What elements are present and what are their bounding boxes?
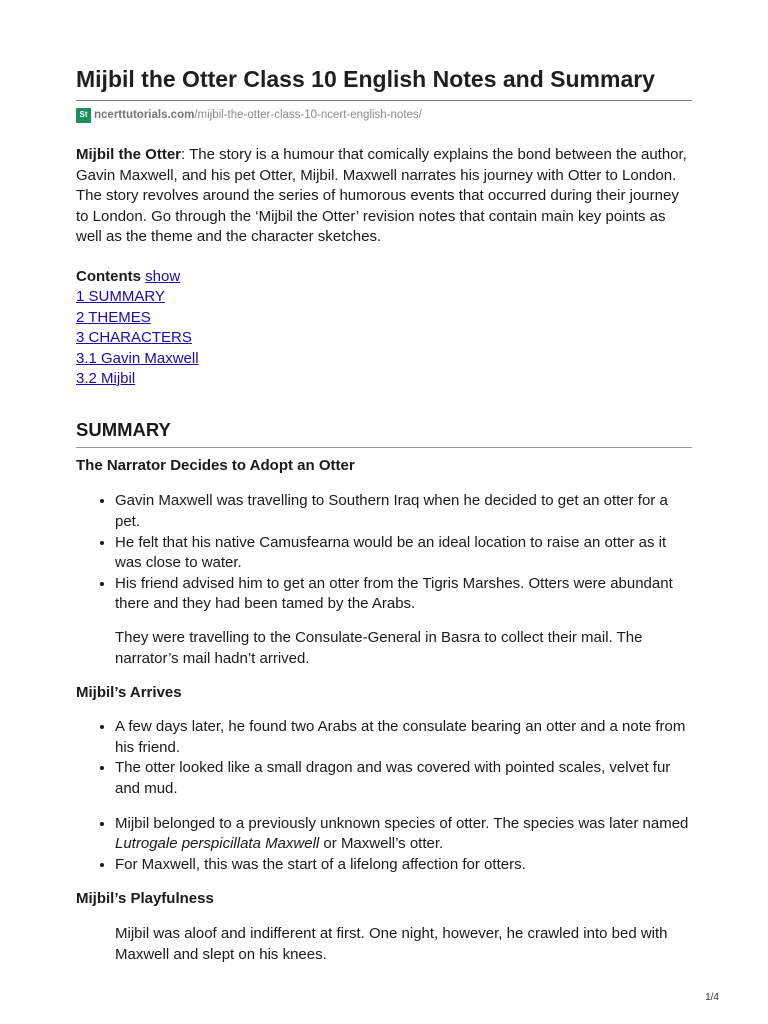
list-item: • For Maxwell, this was the start of a lifelong affection for otters. xyxy=(115,855,692,876)
arrives-bullet-list-b xyxy=(76,814,692,876)
list-item: • He felt that his native Camusfearna would be an ideal location to raise an otter as it was close to water. xyxy=(115,533,692,574)
page-title: Mijbil the Otter Class 10 English Notes and Summary xyxy=(76,62,692,101)
list-item: • Gavin Maxwell was travelling to Southern Iraq when he decided to get an otter for a pet. xyxy=(115,491,692,532)
summary-heading: SUMMARY xyxy=(76,417,692,448)
contents-show-link[interactable]: show xyxy=(145,267,181,285)
toc-link-characters[interactable]: 3 CHARACTERS xyxy=(76,329,192,347)
document-page xyxy=(76,62,692,966)
section-heading-arrives: Mijbil’s Arrives xyxy=(76,684,182,702)
toc-link-themes[interactable]: 2 THEMES xyxy=(76,308,151,326)
intro-paragraph xyxy=(76,145,692,248)
intro-lead: Mijbil the Otter xyxy=(76,146,181,163)
source-line xyxy=(76,107,692,123)
section-heading-adopt: The Narrator Decides to Adopt an Otter xyxy=(76,457,355,475)
site-logo-icon: St xyxy=(76,108,91,123)
arrives-bullet-list-a xyxy=(76,717,692,799)
list-item: • His friend advised him to get an otter from the Tigris Marshes. Otters were abundant there and they had been tamed by the Arabs. xyxy=(115,574,692,615)
toc-link-summary[interactable]: 1 SUMMARY xyxy=(76,288,165,306)
adopt-bullet-list xyxy=(76,491,692,615)
contents-header xyxy=(76,267,692,287)
table-of-contents xyxy=(76,267,692,389)
source-path[interactable]: /mijbil-the-otter-class-10-ncert-english-notes/ xyxy=(194,109,422,121)
list-item: • A few days later, he found two Arabs at the consulate bearing an otter and a note from his friend. xyxy=(115,717,692,758)
page-number: 1/4 xyxy=(705,992,719,1003)
species-text-post: or Maxwell’s otter. xyxy=(319,835,444,853)
source-domain[interactable]: ncerttutorials.com xyxy=(94,109,195,121)
playfulness-paragraph: Mijbil was aloof and indifferent at first. One night, however, he crawled into bed with Maxwell and slept on his knees. xyxy=(115,925,668,963)
list-item xyxy=(115,814,692,855)
contents-label: Contents xyxy=(76,267,141,285)
consulate-paragraph: They were travelling to the Consulate-General in Basra to collect their mail. The narrator’s mail hadn’t arrived. xyxy=(115,628,643,667)
species-name: Lutrogale perspicillata Maxwell xyxy=(115,835,320,853)
toc-link-mijbil[interactable]: 3.2 Mijbil xyxy=(76,370,136,387)
section-heading-playfulness: Mijbil’s Playfulness xyxy=(76,890,214,908)
list-item: • The otter looked like a small dragon and was covered with pointed scales, velvet fur and mud. xyxy=(115,758,692,799)
species-text-pre: Mijbil belonged to a previously unknown species of otter. The species was later named xyxy=(115,814,689,832)
toc-link-gavin-maxwell[interactable]: 3.1 Gavin Maxwell xyxy=(76,349,199,367)
intro-body: : The story is a humour that comically explains the bond between the author, Gavin Maxwell, and his pet Otter, Mijbil. Maxwell narrates his journey with Otter to London. The story revolves around the series of humorous events that occurred during their journey to London. Go through the ‘Mijbil the Otter’ revision notes that contain main key points as well as the theme and the character sketches. xyxy=(76,146,687,246)
